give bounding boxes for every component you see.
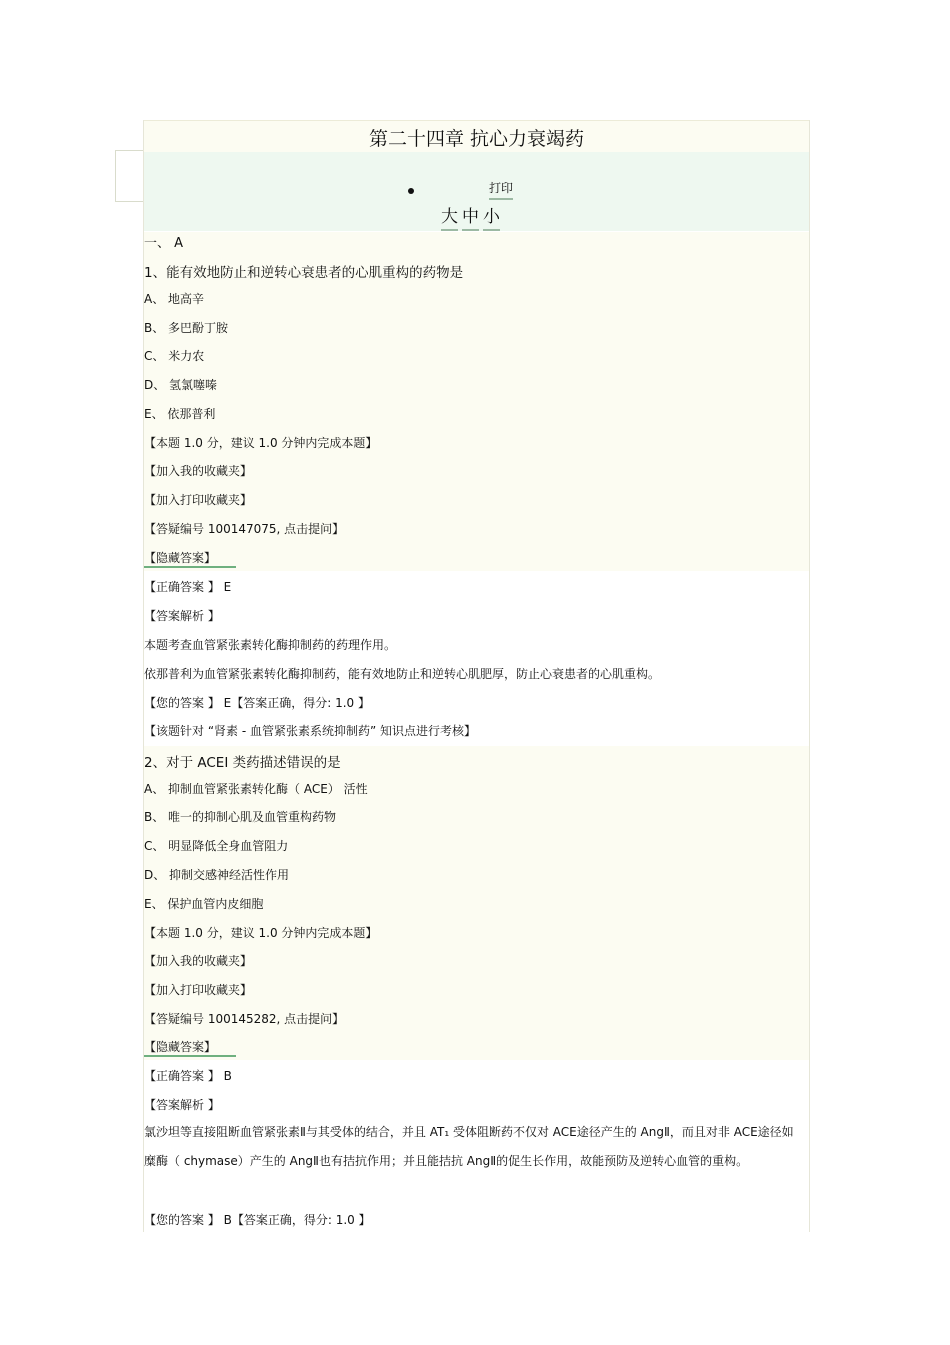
- option-b: B、 唯一的抑制心肌及血管重构药物: [144, 810, 337, 824]
- option-e: E、 依那普利: [144, 407, 216, 421]
- font-size-switcher: [441, 202, 504, 231]
- font-size-small[interactable]: 小: [483, 202, 500, 231]
- analysis-text: 依那普利为血管紧张素转化酶抑制药，能有效地防止和逆转心肌肥厚，防止心衰患者的心肌重构。: [144, 667, 661, 681]
- analysis-label: 【答案解析 】: [144, 609, 220, 623]
- add-favorites-link[interactable]: 【加入我的收藏夹】: [144, 954, 253, 968]
- option-d: D、 抑制交感神经活性作用: [144, 868, 290, 882]
- question-meta: 【本题 1.0 分，建议 1.0 分钟内完成本题】: [144, 926, 378, 940]
- analysis-text: 本题考查血管紧张素转化酶抑制药的药理作用。: [144, 638, 397, 652]
- option-b: B、 多巴酚丁胺: [144, 321, 229, 335]
- print-link[interactable]: 打印: [489, 179, 513, 200]
- toolbar: [144, 152, 809, 231]
- correct-answer: 【正确答案 】 B: [144, 1069, 232, 1083]
- exam-container: [143, 120, 810, 1232]
- correct-answer: 【正确答案 】 E: [144, 580, 232, 594]
- question-meta: 【本题 1.0 分，建议 1.0 分钟内完成本题】: [144, 436, 378, 450]
- font-size-large[interactable]: 大: [441, 202, 458, 231]
- ask-question-link[interactable]: 【答疑编号 100147075, 点击提问】: [144, 522, 345, 536]
- title-bar: [144, 120, 809, 153]
- option-c: C、 明显降低全身血管阻力: [144, 839, 289, 853]
- your-answer: 【您的答案 】 B【答案正确，得分: 1.0 】: [144, 1213, 371, 1227]
- option-e: E、 保护血管内皮细胞: [144, 897, 264, 911]
- hide-answer-link[interactable]: [144, 549, 236, 566]
- page-title: 第二十四章 抗心力衰竭药: [368, 128, 585, 150]
- analysis-text: 氯沙坦等直接阻断血管紧张素Ⅱ与其受体的结合，并且 AT₁ 受体阻断药不仅对 ACE途径产生的 AngⅡ，而且对非 ACE途径如糜酶（ chymase）产生的 AngⅡ也有拮抗作用；并且能拮抗 AngⅡ的促生长作用，故能预防及逆转心血管的重构。: [144, 1125, 794, 1168]
- ask-question-link[interactable]: 【答疑编号 100145282, 点击提问】: [144, 1012, 345, 1026]
- add-print-favorites-link[interactable]: 【加入打印收藏夹】: [144, 983, 253, 997]
- option-a: A、 抑制血管紧张素转化酶（ ACE） 活性: [144, 782, 368, 796]
- add-favorites-link[interactable]: 【加入我的收藏夹】: [144, 464, 253, 478]
- hide-answer-label: 【隐藏答案】: [144, 551, 236, 568]
- knowledge-point: 【该题针对 “肾素 - 血管紧张素系统抑制药” 知识点进行考核】: [144, 724, 477, 738]
- hide-answer-link[interactable]: [144, 1038, 236, 1055]
- side-tab: [115, 150, 144, 202]
- option-a: A、 地高辛: [144, 292, 205, 306]
- hide-answer-label: 【隐藏答案】: [144, 1040, 236, 1057]
- bullet-icon: [408, 188, 414, 194]
- question-stem-1: 1、能有效地防止和逆转心衰患者的心肌重构的药物是: [144, 265, 464, 281]
- option-d: D、 氢氯噻嗪: [144, 378, 218, 392]
- your-answer: 【您的答案 】 E【答案正确，得分: 1.0 】: [144, 696, 370, 710]
- analysis-label: 【答案解析 】: [144, 1098, 220, 1112]
- font-size-medium[interactable]: 中: [462, 202, 479, 231]
- section-heading: 一、 A: [144, 236, 184, 251]
- add-print-favorites-link[interactable]: 【加入打印收藏夹】: [144, 493, 253, 507]
- question-stem-2: 2、对于 ACEI 类药描述错误的是: [144, 755, 341, 771]
- option-c: C、 米力农: [144, 349, 205, 363]
